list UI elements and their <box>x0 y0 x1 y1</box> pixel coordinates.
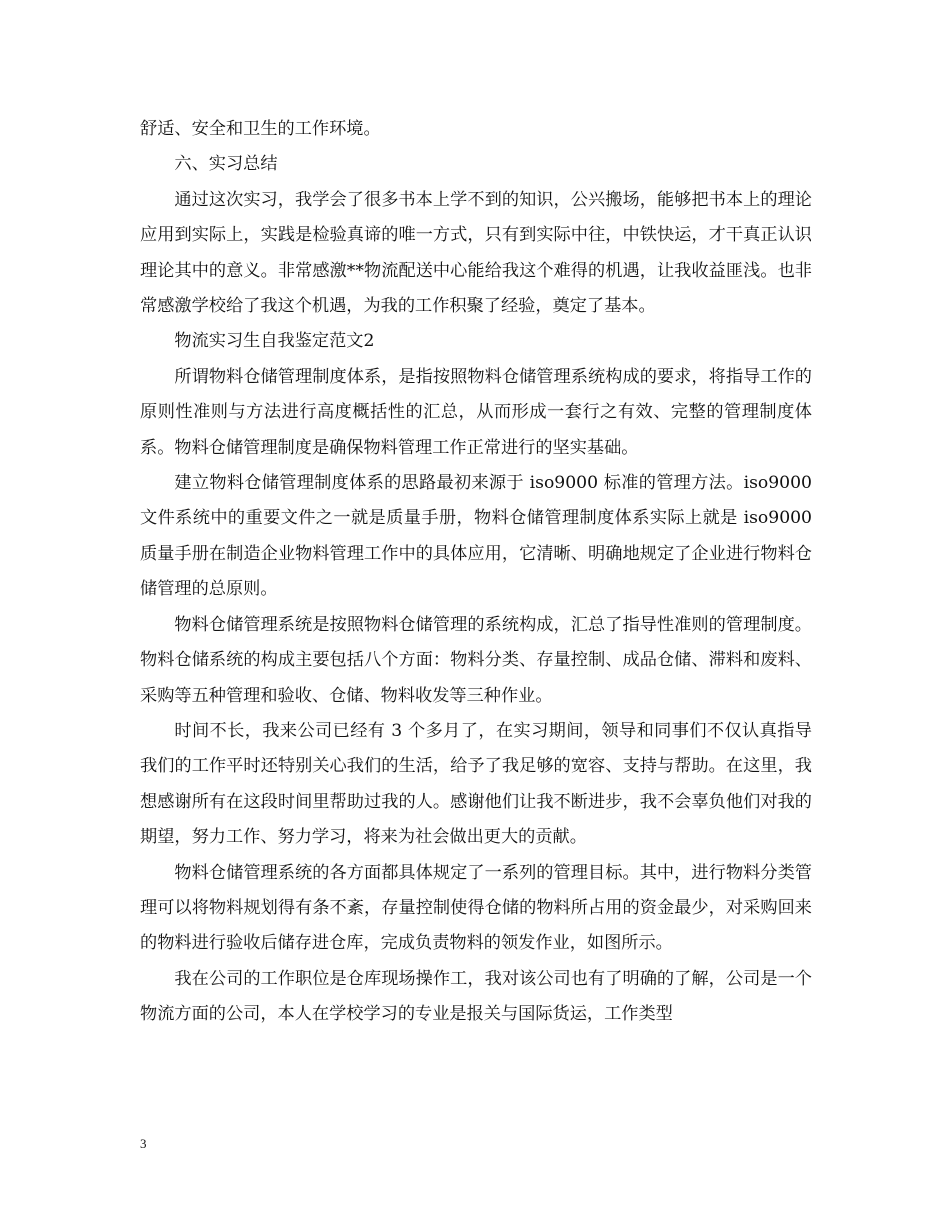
paragraph-management-goals: 物料仓储管理系统的各方面都具体规定了一系列的管理目标。其中，进行物料分类管理可以将物料规划得有条不紊，存量控制使得仓储的物料所占用的资金最少，对采购回来的物料进行验收后储存进仓库，完成负责物料的领发作业，如图所示。 <box>140 862 812 954</box>
paragraph-continuation: 舒适、安全和卫生的工作环境。 <box>140 119 381 139</box>
page-number: 3 <box>140 1136 147 1151</box>
paragraph-iso9000: 建立物料仓储管理制度体系的思路最初来源于 iso9000 标准的管理方法。iso9000 文件系统中的重要文件之一就是质量手册，物料仓储管理制度体系实际上就是 iso9000 质量手册在制造企业物料管理工作中的具体应用，它清晰、明确地规定了企业进行物料仓储管理的总原则。 <box>140 473 812 600</box>
paragraph-gratitude: 时间不长，我来公司已经有 3 个多月了，在实习期间，领导和同事们不仅认真指导我们的工作平时还特别关心我们的生活，给予了我足够的宽容、支持与帮助。在这里，我想感谢所有在这段时间里帮助过我的人。感谢他们让我不断进步，我不会辜负他们对我的期望，努力工作、努力学习，将来为社会做出更大的贡献。 <box>140 720 812 848</box>
section-heading-internship-summary: 六、实习总结 <box>174 154 278 175</box>
paragraph-summary: 通过这次实习，我学会了很多书本上学不到的知识，公兴搬场，能够把书本上的理论应用到实际上，实践是检验真谛的唯一方式，只有到实际中往，中铁快运，才干真正认识理论其中的意义。非常感激**物流配送中心能给我这个难得的机遇，让我收益匪浅。也非常感激学校给了我这个机遇，为我的工作积聚了经验，奠定了基本。 <box>140 189 812 317</box>
section-heading-sample-2: 物流实习生自我鉴定范文2 <box>174 331 375 352</box>
paragraph-job-position: 我在公司的工作职位是仓库现场操作工，我对该公司也有了明确的了解，公司是一个物流方面的公司，本人在学校学习的专业是报关与国际货运，工作类型 <box>140 968 812 1025</box>
document-body <box>140 112 812 1033</box>
paragraph-system-components: 物料仓储管理系统是按照物料仓储管理的系统构成，汇总了指导性准则的管理制度。物料仓储系统的构成主要包括八个方面：物料分类、存量控制、成品仓储、滞料和废料、采购等五种管理和验收、仓储、物料收发等三种作业。 <box>140 614 812 706</box>
paragraph-warehouse-system: 所谓物料仓储管理制度体系，是指按照物料仓储管理系统构成的要求，将指导工作的原则性准则与方法进行高度概括性的汇总，从而形成一套行之有效、完整的管理制度体系。物料仓储管理制度是确保物料管理工作正常进行的坚实基础。 <box>140 366 812 458</box>
